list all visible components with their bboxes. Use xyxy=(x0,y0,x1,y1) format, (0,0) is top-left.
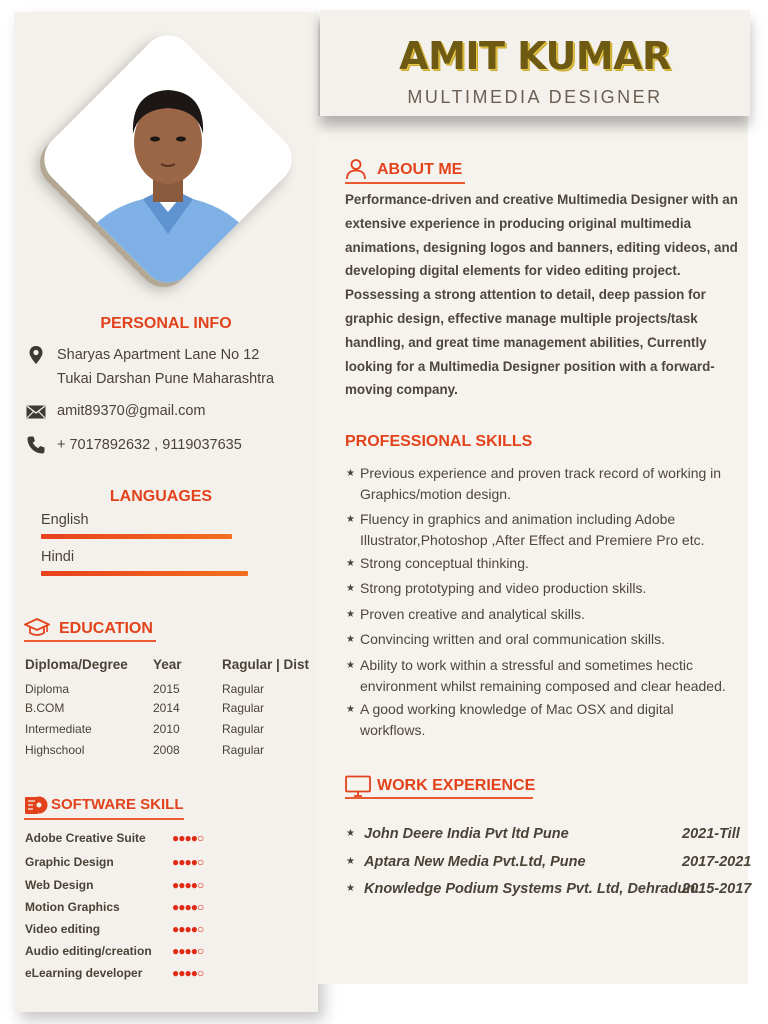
about-underline xyxy=(345,182,465,184)
name-header xyxy=(320,10,750,116)
education-degree: Highschool xyxy=(25,743,85,757)
software-skill-name: Motion Graphics xyxy=(25,900,120,914)
software-skill-name: Adobe Creative Suite xyxy=(25,831,146,845)
work-years: 2017-2021 xyxy=(682,854,752,870)
language-hindi-label: Hindi xyxy=(41,549,75,565)
education-heading: EDUCATION xyxy=(59,620,153,637)
personal-info-heading: PERSONAL INFO xyxy=(100,315,232,332)
user-icon xyxy=(345,158,367,180)
software-skill-rating: ●●●●○ xyxy=(172,922,204,936)
graduation-cap-icon xyxy=(24,617,50,639)
professional-skill-item: ★ Fluency in graphics and animation including Adobe Illustrator,Photoshop ,After Effect and Premiere Pro etc. xyxy=(346,511,705,548)
candidate-name: AMIT KUMAR xyxy=(399,34,671,78)
software-skill-name: Graphic Design xyxy=(25,855,114,869)
address-line-2: Tukai Darshan Pune Maharashtra xyxy=(57,371,275,387)
education-degree: B.COM xyxy=(25,701,65,715)
education-col-type: Ragular | Dist xyxy=(222,657,310,672)
work-company: John Deere India Pvt ltd Pune xyxy=(364,826,569,842)
envelope-icon xyxy=(26,405,46,425)
professional-skill-item: ★ Strong prototyping and video production skills. xyxy=(346,580,647,596)
professional-skill-item: ★ Convincing written and oral communication skills. xyxy=(346,631,666,647)
software-skill-rating: ●●●●○ xyxy=(172,831,204,845)
profile-photo-frame xyxy=(33,30,303,300)
languages-heading: LANGUAGES xyxy=(109,488,213,505)
work-experience-heading: WORK EXPERIENCE xyxy=(377,777,536,794)
work-years: 2015-2017 xyxy=(682,881,752,897)
professional-skill-item: ★ Strong conceptual thinking. xyxy=(346,555,529,571)
software-skill-rating: ●●●●○ xyxy=(172,966,204,980)
education-type: Ragular xyxy=(222,722,265,736)
software-skill-name: eLearning developer xyxy=(25,966,143,980)
education-type: Ragular xyxy=(222,682,265,696)
profile-photo xyxy=(34,25,303,294)
professional-skill-item: ★ Ability to work within a stressful and sometimes hectic environment whilst remaining composed and clear headed. xyxy=(346,657,726,694)
education-type: Ragular xyxy=(222,701,265,715)
work-company: Knowledge Podium Systems Pvt. Ltd, Dehradun. xyxy=(364,881,700,897)
professional-skills-heading: PROFESSIONAL SKILLS xyxy=(345,433,533,450)
phone-icon xyxy=(26,435,46,455)
candidate-title: MULTIMEDIA DESIGNER xyxy=(407,87,663,107)
monitor-icon xyxy=(345,775,371,797)
work-company: Aptara New Media Pvt.Ltd, Pune xyxy=(364,854,586,870)
software-disc-icon xyxy=(24,792,48,816)
software-skill-rating: ●●●●○ xyxy=(172,878,204,892)
software-skill-rating: ●●●●○ xyxy=(172,944,204,958)
software-skill-heading: SOFTWARE SKILL xyxy=(51,796,184,813)
address-row xyxy=(26,343,306,393)
education-col-degree: Diploma/Degree xyxy=(25,657,128,672)
education-type: Ragular xyxy=(222,743,265,757)
professional-skill-item: ★ Proven creative and analytical skills. xyxy=(346,606,585,622)
language-english-label: English xyxy=(41,512,89,528)
software-underline xyxy=(24,818,184,820)
work-underline xyxy=(345,797,533,799)
education-year: 2008 xyxy=(153,743,180,757)
profile-photo-illustration xyxy=(43,34,293,284)
software-skill-name: Video editing xyxy=(25,922,101,936)
software-skill-name: Audio editing/creation xyxy=(25,944,152,958)
education-degree: Intermediate xyxy=(25,722,92,736)
about-me-text: Performance-driven and creative Multimedia Designer with an extensive experience in producing original multimedia animations, designing logos and banners, editing videos, and developing digital elements for video editing project. Possessing a strong attention to detail, deep passion for graphic design, effective manage multiple projects/task handling, and great time management abilities, Currently looking for a Multimedia Designer position with a forward-moving company. xyxy=(345,192,738,398)
education-year: 2015 xyxy=(153,682,180,696)
software-skill-rating: ●●●●○ xyxy=(172,855,204,869)
education-year: 2014 xyxy=(153,701,180,715)
language-hindi-bar xyxy=(41,571,248,576)
education-underline xyxy=(24,640,156,642)
about-me-heading: ABOUT ME xyxy=(377,161,463,178)
professional-skill-item: ★ A good working knowledge of Mac OSX and digital workflows. xyxy=(346,701,674,738)
education-degree: Diploma xyxy=(25,682,70,696)
location-pin-icon xyxy=(26,345,46,365)
software-skill-rating: ●●●●○ xyxy=(172,900,204,914)
education-year: 2010 xyxy=(153,722,180,736)
professional-skill-item: ★ Previous experience and proven track record of working in Graphics/motion design. xyxy=(346,465,722,502)
language-english-bar xyxy=(41,534,232,539)
software-skill-name: Web Design xyxy=(25,878,94,892)
phone-numbers[interactable]: + 7017892632 , 9119037635 xyxy=(57,437,242,453)
education-col-year: Year xyxy=(153,657,182,672)
email-link[interactable]: amit89370@gmail.com xyxy=(57,403,206,419)
address-line-1: Sharyas Apartment Lane No 12 xyxy=(57,347,260,363)
work-years: 2021-Till xyxy=(682,826,740,842)
